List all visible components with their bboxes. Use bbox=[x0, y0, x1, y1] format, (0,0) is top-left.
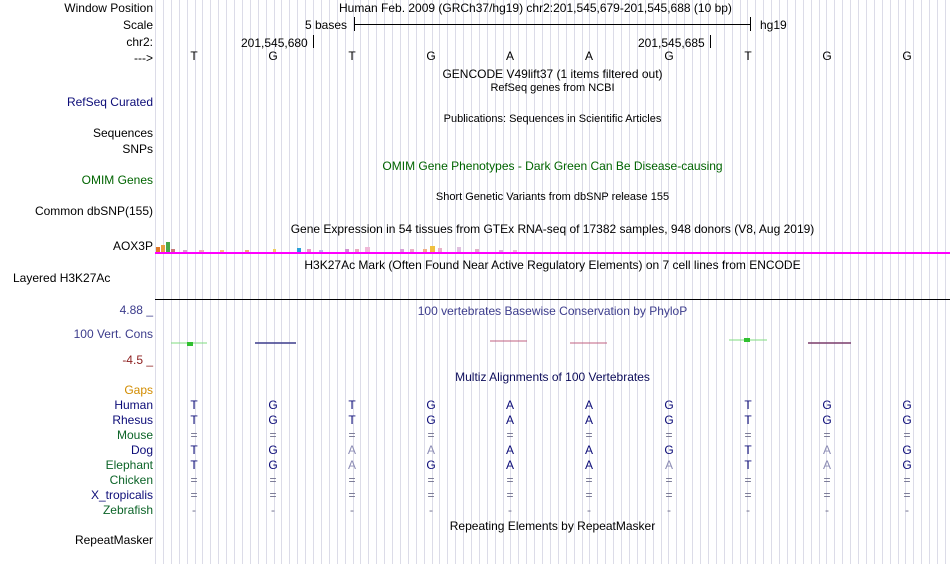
alignment-base: = bbox=[269, 488, 277, 502]
alignment-base: = bbox=[348, 473, 356, 487]
alignment-base: - bbox=[508, 503, 512, 517]
cons-min-label: -4.5 _ bbox=[122, 353, 153, 367]
alignment-base: A bbox=[426, 443, 435, 457]
alignment-base: A bbox=[822, 458, 831, 472]
alignment-base: G bbox=[268, 398, 278, 412]
gtex-bar bbox=[166, 242, 170, 252]
alignment-base: = bbox=[190, 428, 198, 442]
alignment-base: T bbox=[190, 443, 198, 457]
alignment-base: = bbox=[427, 488, 435, 502]
scale-assembly: hg19 bbox=[760, 18, 787, 32]
alignment-base: T bbox=[190, 398, 198, 412]
alignment-base: - bbox=[587, 503, 591, 517]
alignment-base: = bbox=[506, 428, 514, 442]
base-letter: G bbox=[426, 49, 436, 63]
alignment-base: G bbox=[426, 398, 436, 412]
alignment-base: - bbox=[271, 503, 275, 517]
species-label[interactable]: Dog bbox=[130, 443, 153, 457]
alignment-base: G bbox=[268, 413, 278, 427]
alignment-base: G bbox=[664, 443, 674, 457]
alignment-base: G bbox=[902, 458, 912, 472]
gencode-title[interactable]: GENCODE V49lift37 (1 items filtered out) bbox=[442, 67, 663, 81]
alignment-base: = bbox=[823, 488, 831, 502]
alignment-base: - bbox=[746, 503, 750, 517]
alignment-base: A bbox=[505, 398, 514, 412]
alignment-base: T bbox=[190, 458, 198, 472]
species-label[interactable]: Elephant bbox=[105, 458, 153, 472]
base-letter: T bbox=[348, 49, 356, 63]
alignment-base: - bbox=[905, 503, 909, 517]
alignment-base: T bbox=[744, 398, 752, 412]
cons-peak bbox=[187, 342, 193, 346]
alignment-base: = bbox=[427, 473, 435, 487]
alignment-base: = bbox=[190, 488, 198, 502]
alignment-base: - bbox=[192, 503, 196, 517]
chr-label: chr2: bbox=[126, 35, 153, 49]
alignment-base: - bbox=[429, 503, 433, 517]
alignment-base: A bbox=[664, 458, 673, 472]
alignment-base: A bbox=[584, 413, 593, 427]
dbsnp-title[interactable]: Short Genetic Variants from dbSNP release 155 bbox=[435, 191, 670, 203]
alignment-base: = bbox=[190, 473, 198, 487]
base-letter: G bbox=[664, 49, 674, 63]
base-letter: A bbox=[505, 49, 514, 63]
snps-label[interactable]: SNPs bbox=[122, 142, 153, 156]
h3k27-baseline bbox=[155, 299, 950, 300]
multiz-title[interactable]: Multiz Alignments of 100 Vertebrates bbox=[455, 370, 650, 384]
species-label[interactable]: Human bbox=[114, 398, 153, 412]
alignment-base: T bbox=[744, 413, 752, 427]
alignment-base: G bbox=[664, 398, 674, 412]
h3k27-top-line bbox=[155, 252, 950, 254]
alignment-base: G bbox=[426, 413, 436, 427]
alignment-base: = bbox=[903, 488, 911, 502]
base-letter: G bbox=[268, 49, 278, 63]
alignment-base: = bbox=[823, 473, 831, 487]
species-label[interactable]: Rhesus bbox=[112, 413, 153, 427]
alignment-base: G bbox=[822, 413, 832, 427]
species-label[interactable]: Mouse bbox=[116, 428, 153, 442]
base-letter: T bbox=[744, 49, 752, 63]
alignment-base: = bbox=[585, 488, 593, 502]
cons-peak bbox=[744, 338, 750, 342]
publications-title[interactable]: Publications: Sequences in Scientific Articles bbox=[443, 113, 662, 125]
alignment-base: = bbox=[506, 488, 514, 502]
sequences-label[interactable]: Sequences bbox=[92, 126, 153, 140]
gaps-label[interactable]: Gaps bbox=[124, 383, 153, 397]
alignment-base: A bbox=[505, 458, 514, 472]
base-letter: G bbox=[902, 49, 912, 63]
refseq-label[interactable]: RefSeq Curated bbox=[66, 95, 153, 109]
alignment-base: A bbox=[584, 458, 593, 472]
alignment-base: T bbox=[744, 443, 752, 457]
alignment-base: = bbox=[585, 473, 593, 487]
repeatmasker-title[interactable]: Repeating Elements by RepeatMasker bbox=[449, 519, 656, 533]
track-image[interactable] bbox=[155, 0, 950, 564]
alignment-base: = bbox=[585, 428, 593, 442]
alignment-base: = bbox=[665, 473, 673, 487]
alignment-base: - bbox=[825, 503, 829, 517]
scale-label: Scale bbox=[122, 18, 153, 32]
alignment-base: G bbox=[664, 413, 674, 427]
alignment-base: G bbox=[902, 398, 912, 412]
alignment-base: A bbox=[347, 458, 356, 472]
species-label[interactable]: X_tropicalis bbox=[90, 488, 153, 502]
strand-label[interactable]: ---> bbox=[134, 51, 153, 65]
alignment-base: G bbox=[426, 458, 436, 472]
base-letter: T bbox=[190, 49, 198, 63]
alignment-base: = bbox=[427, 428, 435, 442]
gtex-gene-label[interactable]: AOX3P bbox=[112, 239, 153, 253]
alignment-base: = bbox=[744, 473, 752, 487]
alignment-base: G bbox=[902, 443, 912, 457]
alignment-base: A bbox=[505, 413, 514, 427]
species-label[interactable]: Chicken bbox=[109, 473, 153, 487]
alignment-base: A bbox=[584, 398, 593, 412]
alignment-base: A bbox=[505, 443, 514, 457]
alignment-base: - bbox=[350, 503, 354, 517]
h3k27-label[interactable]: Layered H3K27Ac bbox=[13, 271, 111, 285]
repeatmasker-label[interactable]: RepeatMasker bbox=[74, 533, 153, 547]
alignment-base: G bbox=[822, 398, 832, 412]
base-letter: G bbox=[822, 49, 832, 63]
omim-label[interactable]: OMIM Genes bbox=[81, 173, 153, 187]
coord-tick-2 bbox=[710, 35, 711, 48]
alignment-base: = bbox=[665, 488, 673, 502]
alignment-base: - bbox=[667, 503, 671, 517]
alignment-base: = bbox=[269, 428, 277, 442]
alignment-base: G bbox=[268, 458, 278, 472]
alignment-base: = bbox=[744, 488, 752, 502]
alignment-base: A bbox=[822, 443, 831, 457]
alignment-base: T bbox=[348, 413, 356, 427]
refseq-title[interactable]: RefSeq genes from NCBI bbox=[490, 82, 615, 94]
alignment-base: = bbox=[269, 473, 277, 487]
alignment-base: A bbox=[347, 443, 356, 457]
cons-wiggle[interactable] bbox=[155, 334, 950, 350]
omim-title[interactable]: OMIM Gene Phenotypes - Dark Green Can Be Disease-causing bbox=[382, 159, 723, 173]
coord-tick-1 bbox=[313, 35, 314, 48]
scale-text: 5 bases bbox=[305, 18, 348, 32]
h3k27-title[interactable]: H3K27Ac Mark (Often Found Near Active Regulatory Elements) on 7 cell lines from ENCODE bbox=[304, 258, 801, 272]
dbsnp-label[interactable]: Common dbSNP(155) bbox=[34, 204, 153, 218]
cons-max-label: 4.88 _ bbox=[119, 303, 153, 317]
alignment-base: = bbox=[506, 473, 514, 487]
gtex-bar bbox=[161, 245, 165, 252]
window-position-label: Window Position bbox=[64, 1, 153, 15]
coord-label-1: 201,545,680 bbox=[241, 36, 308, 50]
base-letter: A bbox=[584, 49, 593, 63]
window-position-value: Human Feb. 2009 (GRCh37/hg19) chr2:201,545,679-201,545,688 (10 bp) bbox=[339, 1, 732, 15]
cons-title[interactable]: 100 vertebrates Basewise Conservation by PhyloP bbox=[417, 304, 688, 318]
alignment-base: A bbox=[584, 443, 593, 457]
alignment-base: = bbox=[823, 428, 831, 442]
alignment-base: = bbox=[744, 428, 752, 442]
alignment-base: G bbox=[268, 443, 278, 457]
alignment-base: = bbox=[903, 428, 911, 442]
alignment-base: = bbox=[665, 428, 673, 442]
alignment-base: = bbox=[903, 473, 911, 487]
coord-label-2: 201,545,685 bbox=[638, 36, 705, 50]
species-label[interactable]: Zebrafish bbox=[102, 503, 153, 517]
cons-label[interactable]: 100 Vert. Cons bbox=[73, 327, 153, 341]
alignment-base: = bbox=[348, 488, 356, 502]
alignment-base: T bbox=[190, 413, 198, 427]
gtex-title[interactable]: Gene Expression in 54 tissues from GTEx RNA-seq of 17382 samples, 948 donors (V8, Aug 2019) bbox=[290, 222, 815, 236]
alignment-base: G bbox=[902, 413, 912, 427]
alignment-base: = bbox=[348, 428, 356, 442]
alignment-base: T bbox=[348, 398, 356, 412]
alignment-base: T bbox=[744, 458, 752, 472]
